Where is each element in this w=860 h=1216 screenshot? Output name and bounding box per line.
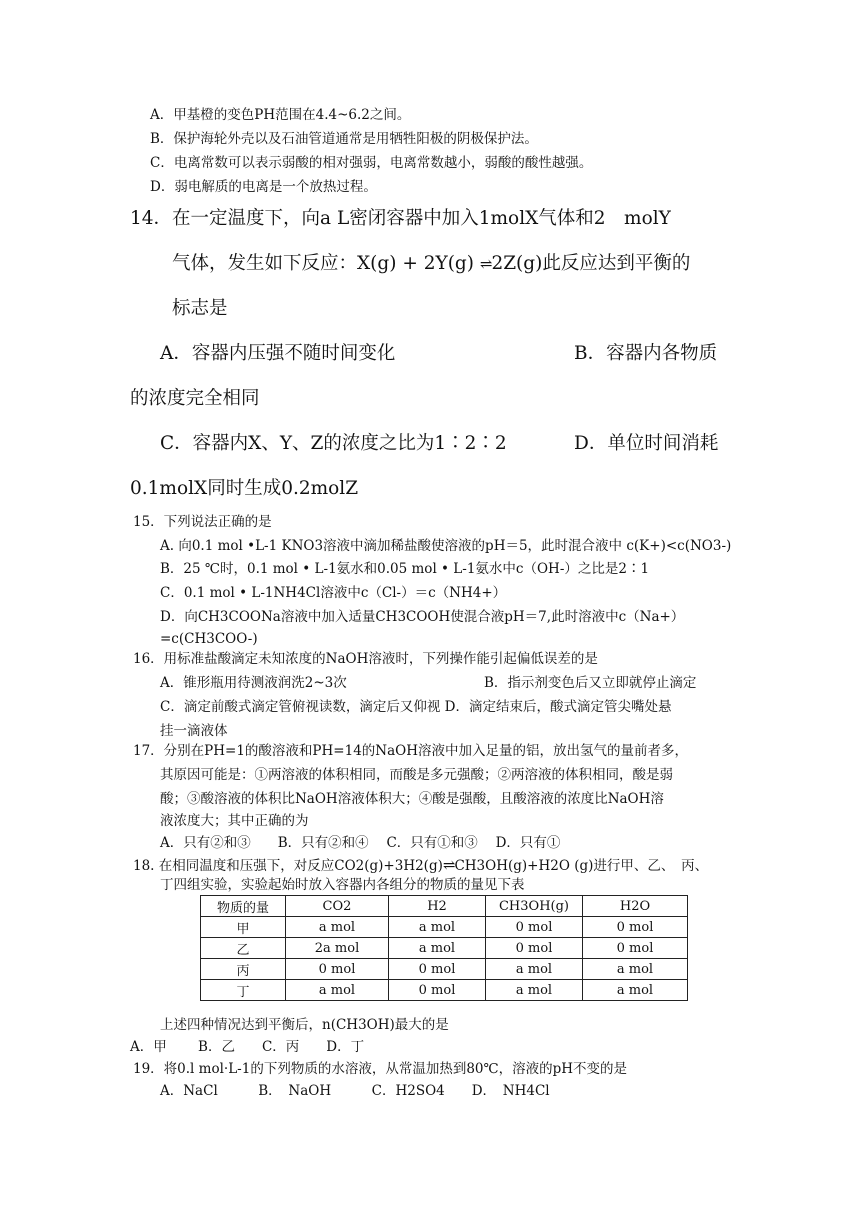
question-18-text-b: CH3OH(g)+H2O (g)进行甲、乙、 丙、 (454, 858, 709, 874)
question-14-option-b-cont: 的浓度完全相同 (130, 388, 260, 409)
reaction-table (200, 895, 688, 1001)
table-header-cell: CO2 (286, 896, 389, 917)
table-cell: 0 mol (486, 917, 583, 938)
question-15-option-b: B．25 ℃时，0.1 mol • L-1氨水和0.05 mol • L-1氨水中c（OH-）之比是2∶1 (160, 561, 650, 577)
question-17-options: A．只有②和③ B．只有②和④ C．只有①和③ D．只有① (160, 835, 561, 851)
question-16: 16．用标准盐酸滴定未知浓度的NaOH溶液时，下列操作能引起偏低误差的是 (133, 651, 598, 667)
question-14-option-c: C．容器内X、Y、Z的浓度之比为1∶2∶2 (160, 433, 507, 454)
question-15-option-c: C．0.1 mol • L-1NH4Cl溶液中c（Cl-）＝c（NH4+） (160, 585, 507, 601)
table-cell: a mol (583, 980, 688, 1001)
question-14-line2 (172, 251, 690, 277)
question-17-line1: 17．分别在PH=1的酸溶液和PH=14的NaOH溶液中加入足量的铝，放出氢气的量前者多， (133, 743, 688, 759)
table-header-cell: 物质的量 (201, 896, 286, 917)
question-14-option-b: B．容器内各物质 (574, 343, 718, 364)
table-cell: a mol (389, 917, 486, 938)
table-row (201, 938, 688, 959)
table-header-cell: H2 (389, 896, 486, 917)
option-13d: D．弱电解质的电离是一个放热过程。 (150, 179, 377, 195)
table-row (201, 917, 688, 938)
table-header-cell: CH3OH(g) (486, 896, 583, 917)
question-14-line1: 14．在一定温度下，向a L密闭容器中加入1molX气体和2 molY (130, 208, 671, 229)
option-13c: C．电离常数可以表示弱酸的相对强弱，电离常数越小，弱酸的酸性越强。 (150, 155, 593, 171)
question-17-line3: 酸；③酸溶液的体积比NaOH溶液体积大；④酸是强酸，且酸溶液的浓度比NaOH溶 (160, 791, 664, 807)
question-18-prompt: 上述四种情况达到平衡后，n(CH3OH)最大的是 (160, 1017, 449, 1033)
question-17-line2: 其原因可能是：①两溶液的体积相同，而酸是多元强酸；②两溶液的体积相同，酸是弱 (160, 767, 673, 783)
table-cell: 丁 (201, 980, 286, 1001)
table-cell: 乙 (201, 938, 286, 959)
table-cell: a mol (486, 959, 583, 980)
question-14-option-d-cont: 0.1molX同时生成0.2molZ (130, 478, 359, 499)
question-14-text-b: 2Z(g)此反应达到平衡的 (491, 253, 691, 274)
question-19: 19．将0.l mol·L-1的下列物质的水溶液，从常温加热到80℃，溶液的pH不变的是 (133, 1061, 628, 1077)
question-15-option-a: A. 向0.1 mol •L-1 KNO3溶液中滴加稀盐酸使溶液的pH＝5，此时混合液中 c(K+)<c(NO3-) (160, 538, 732, 554)
table-cell: 0 mol (583, 917, 688, 938)
table-cell: 0 mol (389, 959, 486, 980)
option-13a: A．甲基橙的变色PH范围在4.4~6.2之间。 (150, 107, 411, 123)
question-18-line2: 丁四组实验，实验起始时放入容器内各组分的物质的量见下表 (160, 877, 525, 893)
question-15-option-d-cont: =c(CH3COO-) (160, 631, 258, 647)
table-header-row (201, 896, 688, 917)
question-16-option-d-cont: 挂一滴液体 (160, 723, 228, 739)
table-cell: 丙 (201, 959, 286, 980)
table-cell: 0 mol (389, 980, 486, 1001)
table-cell: 0 mol (486, 938, 583, 959)
table-cell: a mol (389, 938, 486, 959)
table-cell: a mol (486, 980, 583, 1001)
question-15: 15．下列说法正确的是 (133, 514, 272, 530)
table-cell: 0 mol (286, 959, 389, 980)
equilibrium-arrow-icon: ⇌ (442, 856, 455, 874)
question-19-options: A．NaCl B． NaOH C．H2SO4 D． NH4Cl (160, 1083, 550, 1099)
question-16-option-a: A．锥形瓶用待测液润洗2~3次 (160, 675, 347, 691)
table-row (201, 959, 688, 980)
question-18-options: A．甲 B．乙 C．丙 D．丁 (130, 1039, 365, 1055)
question-17-line4: 液浓度大；其中正确的为 (160, 813, 309, 829)
table-cell: 甲 (201, 917, 286, 938)
table-row (201, 980, 688, 1001)
table-cell: a mol (286, 980, 389, 1001)
question-16-option-c: C．滴定前酸式滴定管俯视读数，滴定后又仰视 D．滴定结束后，酸式滴定管尖嘴处悬 (160, 699, 672, 715)
question-18-text-a: 18. 在相同温度和压强下，对反应CO2(g)+3H2(g) (133, 858, 443, 874)
question-14-option-a: A．容器内压强不随时间变化 (160, 343, 396, 364)
option-13b: B．保护海轮外壳以及石油管道通常是用牺牲阳极的阴极保护法。 (150, 131, 538, 147)
question-14-text-a: 气体，发生如下反应：X(g) + 2Y(g) (172, 253, 480, 274)
table-cell: 0 mol (583, 938, 688, 959)
table-cell: 2a mol (286, 938, 389, 959)
table-header-cell: H2O (583, 896, 688, 917)
table-cell: a mol (583, 959, 688, 980)
question-14-option-d: D．单位时间消耗 (574, 433, 719, 454)
question-18-line1 (133, 856, 708, 875)
question-15-option-d: D．向CH3COONa溶液中加入适量CH3COOH使混合液pH＝7,此时溶液中c（Na+） (160, 609, 685, 625)
equilibrium-arrow-icon: ⇌ (479, 255, 492, 273)
question-14-line3: 标志是 (172, 298, 228, 319)
question-16-option-b: B．指示剂变色后又立即就停止滴定 (484, 675, 697, 691)
table-cell: a mol (286, 917, 389, 938)
